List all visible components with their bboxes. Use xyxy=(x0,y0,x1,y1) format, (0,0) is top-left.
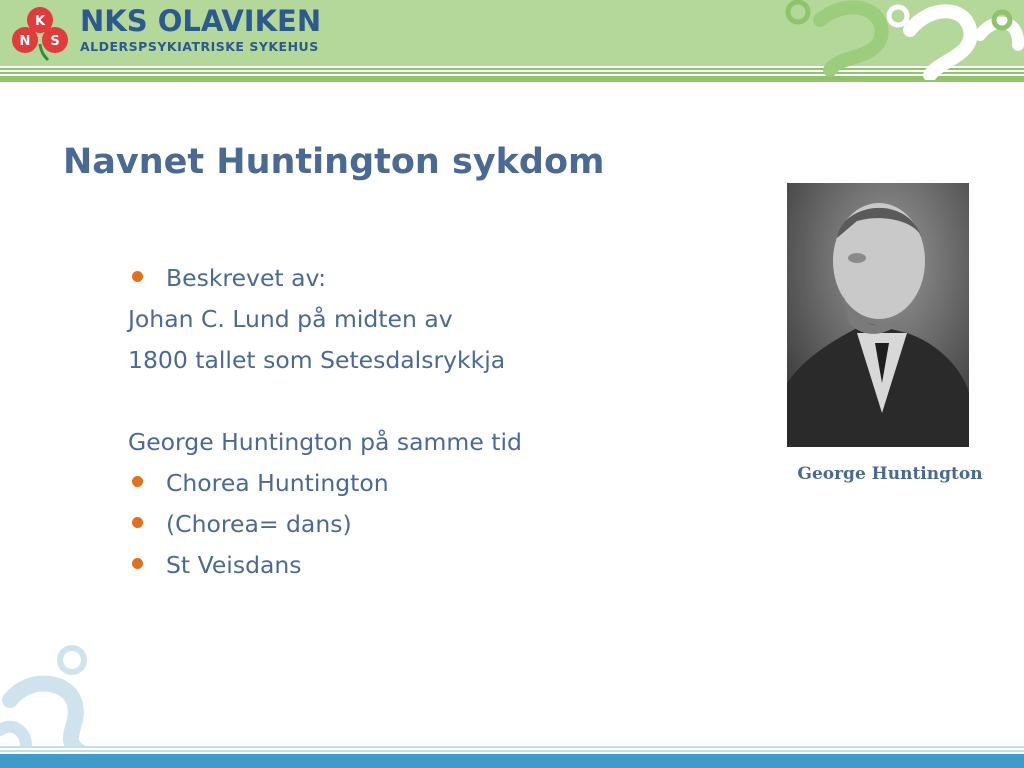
logo-letter-s: S xyxy=(50,34,60,49)
list-item-chorea-huntington: Chorea Huntington xyxy=(128,463,748,504)
slide-body xyxy=(128,258,748,586)
list-item-chorea-dans: (Chorea= dans) xyxy=(128,504,748,545)
portrait-photo xyxy=(787,183,969,447)
photo-caption: George Huntington xyxy=(797,464,983,484)
decorative-figures-icon xyxy=(780,0,1024,80)
text-line-johan-lund: Johan C. Lund på midten av xyxy=(128,305,453,333)
text-line-setesdal: 1800 tallet som Setesdalsrykkja xyxy=(128,346,506,374)
slide-title: Navnet Huntington sykdom xyxy=(63,142,605,182)
footer-stripes xyxy=(0,746,1024,768)
logo-letter-n: N xyxy=(19,34,31,49)
clover-logo-icon xyxy=(10,4,70,62)
list-item-st-veisdans: St Veisdans xyxy=(128,545,748,586)
blank-line xyxy=(128,381,748,422)
text-line-george-huntington: George Huntington på samme tid xyxy=(128,428,522,456)
logo-letter-k: K xyxy=(34,14,46,29)
brand-subtitle: ALDERSPSYKIATRISKE SYKEHUS xyxy=(80,39,319,54)
decorative-figure-bottom-icon xyxy=(0,640,110,756)
list-item-described-by: Beskrevet av: xyxy=(128,258,748,299)
brand-name: NKS OLAVIKEN xyxy=(80,4,322,38)
